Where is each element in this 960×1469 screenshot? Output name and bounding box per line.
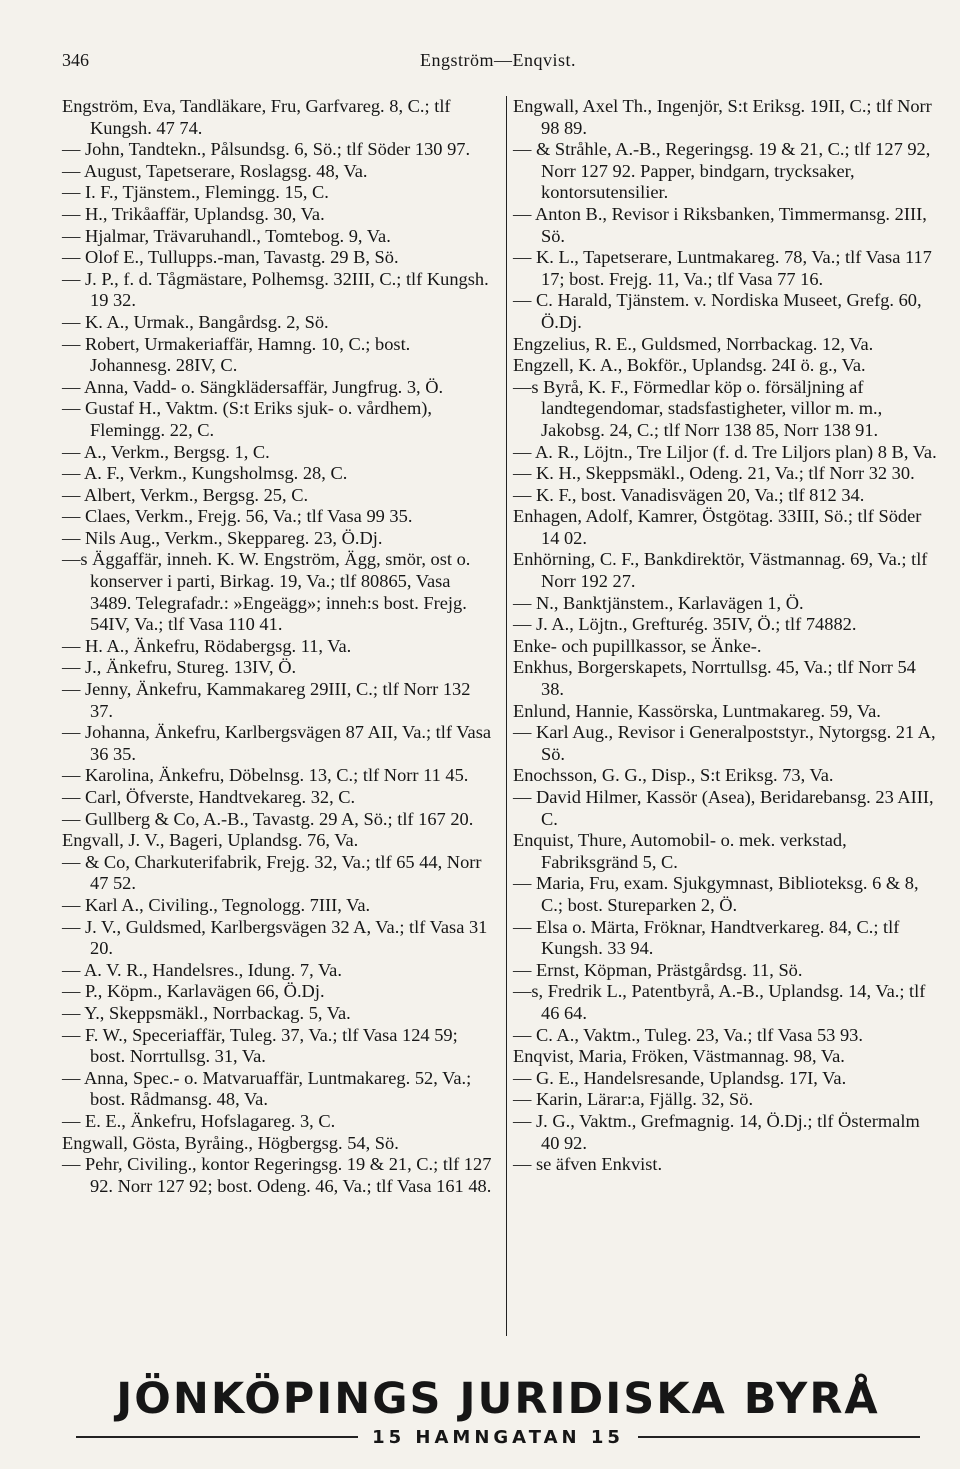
directory-entry: — A. R., Löjtn., Tre Liljor (f. d. Tre Liljors plan) 8 B, Va.	[513, 441, 937, 462]
page-number: 346	[62, 50, 89, 70]
directory-entry: — Karin, Lärar:a, Fjällg. 32, Sö.	[513, 1089, 754, 1110]
directory-entry: Engwall, Gösta, Byråing., Högbergsg. 54, Sö.	[62, 1132, 399, 1153]
directory-entry: — Robert, Urmakeriaffär, Hamng. 10, C.; bost. Johannesg. 28IV, C.	[62, 333, 411, 376]
directory-entry: — J. G., Vaktm., Grefmagnig. 14, Ö.Dj.; tlf Östermalm 40 92.	[513, 1110, 920, 1153]
directory-entry: — H. A., Änkefru, Rödabergsg. 11, Va.	[62, 635, 352, 656]
directory-entry: — J., Änkefru, Stureg. 13IV, Ö.	[62, 657, 297, 678]
directory-entry: — J. A., Löjtn., Grefturég. 35IV, Ö.; tlf 74882.	[513, 614, 857, 635]
directory-entry: — A., Verkm., Bergsg. 1, C.	[62, 441, 270, 462]
directory-entry: — J. P., f. d. Tågmästare, Polhemsg. 32III, C.; tlf Kungsh. 19 32.	[62, 268, 489, 311]
directory-entry: Engvall, J. V., Bageri, Uplandsg. 76, Va.	[62, 830, 359, 851]
directory-entry: — J. V., Guldsmed, Karlbergsvägen 32 A, Va.; tlf Vasa 31 20.	[62, 916, 488, 959]
directory-entry: — Elsa o. Märta, Fröknar, Handtverkareg. 84, C.; tlf Kungsh. 33 94.	[513, 916, 900, 959]
directory-entry: — A. V. R., Handelsres., Idung. 7, Va.	[62, 959, 342, 980]
directory-entry: —s, Fredrik L., Patentbyrå, A.-B., Uplandsg. 14, Va.; tlf 46 64.	[513, 981, 926, 1023]
directory-entry: — H., Trikåaffär, Uplandsg. 30, Va.	[62, 203, 325, 224]
directory-entry: Enhagen, Adolf, Kamrer, Östgötag. 33III, Sö.; tlf Söder 14 02.	[513, 506, 922, 548]
directory-entry: — C. Harald, Tjänstem. v. Nordiska Museet, Grefg. 60, Ö.Dj.	[513, 290, 922, 332]
advertisement-name: JÖNKÖPINGS JURIDISKA BYRÅ	[116, 1374, 880, 1424]
directory-entry: — Nils Aug., Verkm., Skeppareg. 23, Ö.Dj.	[62, 527, 383, 548]
directory-entry: — Anna, Vadd- o. Sängklädersaffär, Jungfrug. 3, Ö.	[62, 376, 444, 397]
directory-entry: — K. A., Urmak., Bangårdsg. 2, Sö.	[62, 311, 329, 332]
directory-entry: — Olof E., Tullupps.-man, Tavastg. 29 B, Sö.	[62, 247, 399, 268]
running-title: Engström—Enqvist.	[420, 50, 576, 70]
directory-entry: — C. A., Vaktm., Tuleg. 23, Va.; tlf Vasa 53 93.	[513, 1024, 863, 1045]
directory-entry: — Albert, Verkm., Bergsg. 25, C.	[62, 484, 309, 505]
page-header	[62, 50, 934, 76]
right-column	[506, 96, 941, 1336]
directory-entry: — Carl, Öfverste, Handtvekareg. 32, C.	[62, 787, 356, 807]
directory-entry: — Anna, Spec.- o. Matvaruaffär, Luntmakareg. 52, Va.; bost. Rådmansg. 48, Va.	[62, 1067, 472, 1110]
directory-entry: —s Äggaffär, inneh. K. W. Engström, Ägg, smör, ost o. konserver i parti, Birkag. 19, Va.; tlf 80865, Vasa 3489. Telegrafadr.: »Engeägg»; inneh:s bost. Frejg. 54IV, Va.; tlf Vasa 110 41.	[62, 549, 471, 635]
directory-entry: — G. E., Handelsresande, Uplandsg. 17I, Va.	[513, 1067, 847, 1088]
advertisement-address-line	[62, 1427, 934, 1447]
directory-entry: — Y., Skeppsmäkl., Norrbackag. 5, Va.	[62, 1002, 351, 1023]
directory-entry: — Pehr, Civiling., kontor Regeringsg. 19 & 21, C.; tlf 127 92. Norr 127 92; bost. Odeng. 46, Va.; tlf Vasa 161 48.	[62, 1154, 492, 1196]
directory-entry: — F. W., Speceriaffär, Tuleg. 37, Va.; tlf Vasa 124 59; bost. Norrtullsg. 31, Va.	[62, 1024, 458, 1067]
directory-entry: — & Stråhle, A.-B., Regeringsg. 19 & 21, C.; tlf 127 92, Norr 127 92. Papper, bindgarn, trycksaker, kontorsutensilier.	[513, 139, 931, 203]
directory-entry: — John, Tandtekn., Pålsundsg. 6, Sö.; tlf Söder 130 97.	[62, 139, 471, 160]
left-rule	[76, 1436, 358, 1438]
directory-entry: — Gustaf H., Vaktm. (S:t Eriks sjuk- o. vårdhem), Flemingg. 22, C.	[62, 398, 432, 440]
advertisement-banner	[62, 1374, 934, 1448]
directory-entry: — Karl A., Civiling., Tegnologg. 7III, Va.	[62, 894, 371, 915]
directory-entry: — N., Banktjänstem., Karlavägen 1, Ö.	[513, 592, 804, 613]
advertisement-address: 15 HAMNGATAN 15	[372, 1426, 624, 1448]
directory-entry: — K. H., Skeppsmäkl., Odeng. 21, Va.; tlf Norr 32 30.	[513, 463, 915, 484]
directory-entry: — Karl Aug., Revisor i Generalpoststyr., Nytorgsg. 21 A, Sö.	[513, 722, 936, 764]
directory-entry: Engzell, K. A., Bokför., Uplandsg. 24I ö. g., Va.	[513, 355, 866, 376]
directory-entry: Enquist, Thure, Automobil- o. mek. verkstad, Fabriksgränd 5, C.	[513, 830, 847, 872]
directory-entry: Enke- och pupillkassor, se Änke-.	[513, 635, 762, 656]
directory-entry: Enochsson, G. G., Disp., S:t Eriksg. 73, Va.	[513, 765, 834, 786]
directory-entry: — K. F., bost. Vanadisvägen 20, Va.; tlf 812 34.	[513, 484, 865, 505]
directory-entry: — Hjalmar, Trävaruhandl., Tomtebog. 9, Va.	[62, 225, 391, 246]
directory-entry: — Maria, Fru, exam. Sjukgymnast, Biblioteksg. 6 & 8, C.; bost. Stureparken 2, Ö.	[513, 873, 919, 915]
directory-entry: — Karolina, Änkefru, Döbelnsg. 13, C.; tlf Norr 11 45.	[62, 765, 469, 786]
directory-entry: — Jenny, Änkefru, Kammakareg 29III, C.; tlf Norr 132 37.	[62, 679, 471, 721]
directory-entry: Enlund, Hannie, Kassörska, Luntmakareg. 59, Va.	[513, 700, 881, 721]
directory-entry: — K. L., Tapetserare, Luntmakareg. 78, Va.; tlf Vasa 117 17; bost. Frejg. 11, Va.; tlf Vasa 77 16.	[513, 247, 932, 289]
directory-entry: — E. E., Änkefru, Hofslagareg. 3, C.	[62, 1110, 336, 1131]
directory-entry: Enkhus, Borgerskapets, Norrtullsg. 45, Va.; tlf Norr 54 38.	[513, 657, 916, 700]
directory-entry: — Ernst, Köpman, Prästgårdsg. 11, Sö.	[513, 959, 803, 980]
directory-entry: Engström, Eva, Tandläkare, Fru, Garfvareg. 8, C.; tlf Kungsh. 47 74.	[62, 96, 451, 138]
directory-entry: Engzelius, R. E., Guldsmed, Norrbackag. 12, Va.	[513, 333, 874, 354]
directory-entry: — & Co, Charkuterifabrik, Frejg. 32, Va.; tlf 65 44, Norr 47 52.	[62, 851, 482, 894]
directory-entry: — I. F., Tjänstem., Flemingg. 15, C.	[62, 182, 329, 203]
directory-entry: —s Byrå, K. F., Förmedlar köp o. försäljning af landtegendomar, stadsfastigheter, villor m. m., Jakobsg. 24, C.; tlf Norr 138 85, Norr 138 91.	[513, 376, 883, 440]
directory-entry: — Anton B., Revisor i Riksbanken, Timmermansg. 2III, Sö.	[513, 203, 927, 246]
directory-entry: Enhörning, C. F., Bankdirektör, Västmannag. 69, Va.; tlf Norr 192 27.	[513, 549, 928, 592]
directory-entry: — se äfven Enkvist.	[513, 1154, 663, 1175]
directory-entry: — A. F., Verkm., Kungsholmsg. 28, C.	[62, 463, 348, 484]
directory-entry: — August, Tapetserare, Roslagsg. 48, Va.	[62, 160, 368, 181]
directory-entry: — David Hilmer, Kassör (Asea), Beridarebansg. 23 AIII, C.	[513, 787, 934, 829]
directory-entry: — Gullberg & Co, A.-B., Tavastg. 29 A, Sö.; tlf 167 20.	[62, 808, 474, 829]
directory-entry: — P., Köpm., Karlavägen 66, Ö.Dj.	[62, 981, 325, 1002]
directory-entry: — Johanna, Änkefru, Karlbergsvägen 87 AII, Va.; tlf Vasa 36 35.	[62, 722, 492, 764]
directory-entry: Enqvist, Maria, Fröken, Västmannag. 98, Va.	[513, 1046, 845, 1067]
directory-entry: Engwall, Axel Th., Ingenjör, S:t Eriksg. 19II, C.; tlf Norr 98 89.	[513, 96, 932, 138]
directory-entry: — Claes, Verkm., Frejg. 56, Va.; tlf Vasa 99 35.	[62, 506, 413, 527]
right-rule	[638, 1436, 920, 1438]
left-column	[62, 96, 496, 1197]
